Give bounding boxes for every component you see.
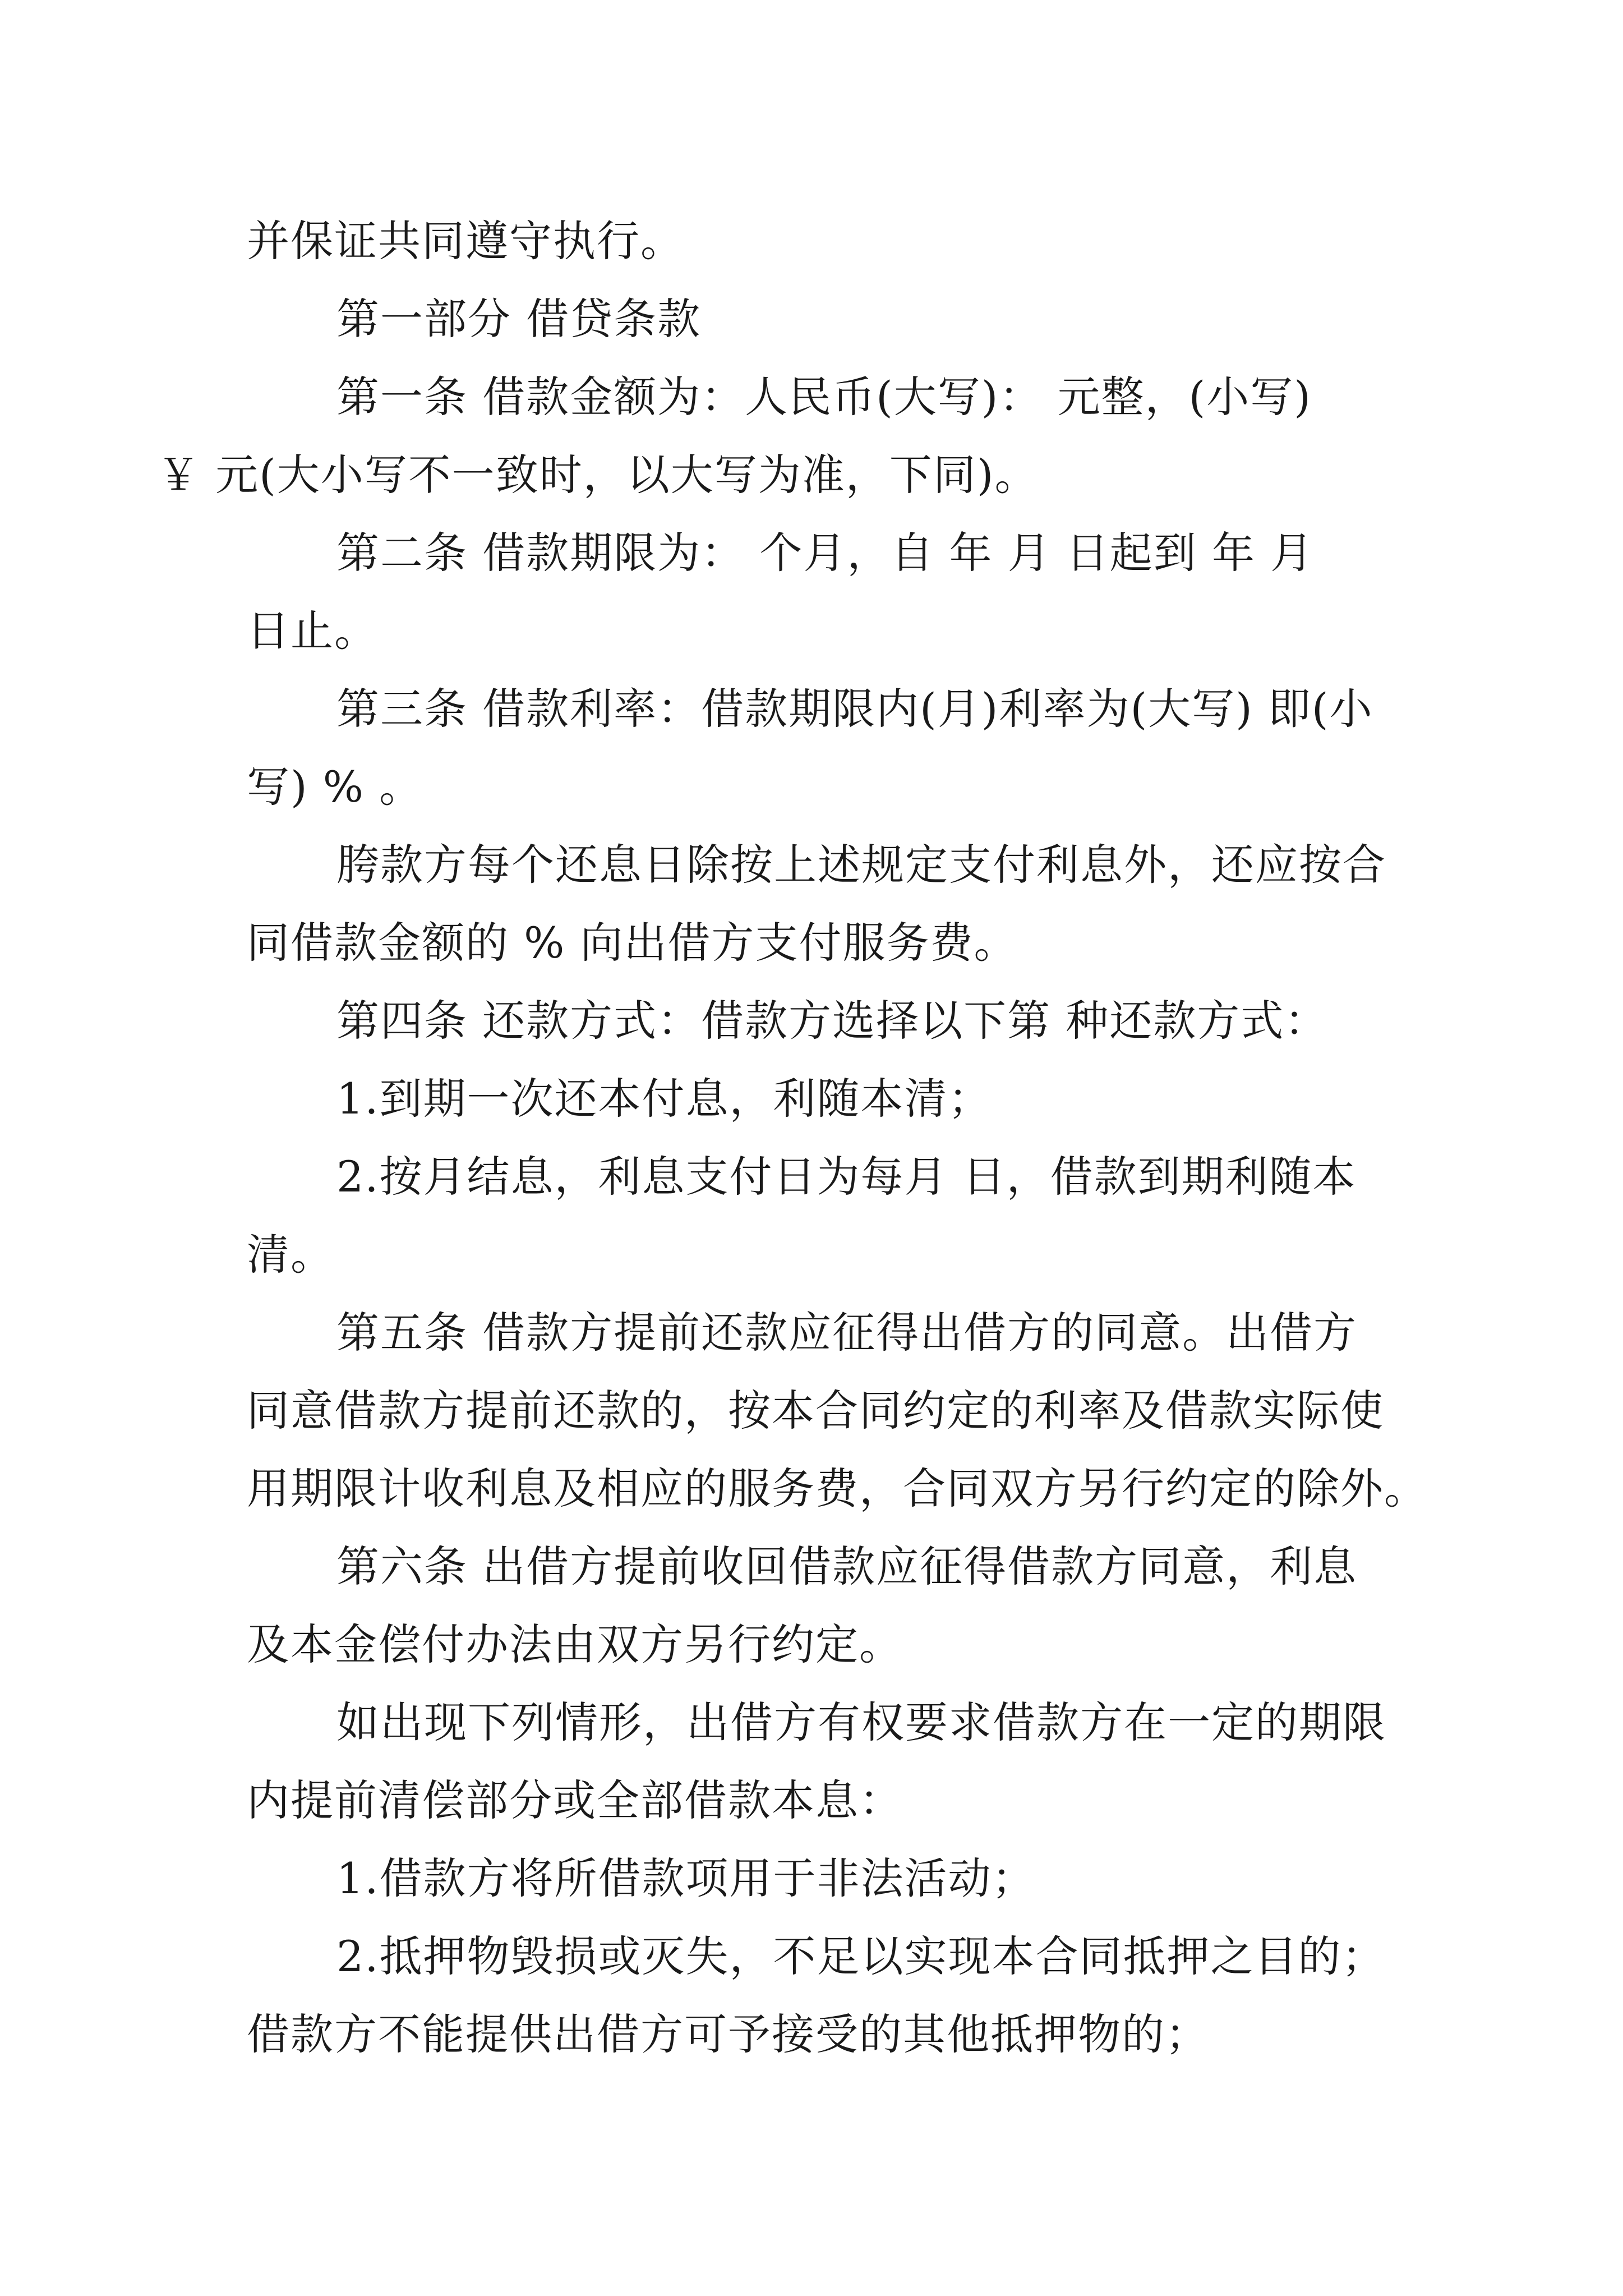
article-2-loan-term	[247, 514, 1391, 670]
text-line: 并保证共同遵守执行。	[247, 216, 684, 266]
text-line: 同借款金额的 % 向出借方支付服务费。	[247, 918, 1018, 968]
text-line: 借款方不能提供出借方可予接受的其他抵押物的；	[247, 2009, 1209, 2059]
text-line: 第五条 借款方提前还款应征得出借方的同意。出借方	[336, 1308, 1358, 1358]
document-body	[157, 202, 1428, 2073]
condition-2	[247, 1917, 1391, 2073]
text-line: 写) % 。	[247, 762, 423, 812]
text-line: 及本金偿付办法由双方另行约定。	[247, 1619, 903, 1669]
condition-1	[247, 1839, 1391, 1917]
paragraph-1	[247, 202, 1391, 280]
repayment-option-2	[247, 1138, 1391, 1294]
text-line: 清。	[247, 1230, 334, 1280]
section-heading-part-one	[247, 280, 1391, 358]
article-6-early-recall	[247, 1527, 1391, 1683]
text-line: 内提前清偿部分或全部借款本息：	[247, 1775, 903, 1825]
text-line: 如出现下列情形，出借方有权要求借款方在一定的期限	[336, 1697, 1386, 1747]
article-1-loan-amount	[157, 358, 1391, 514]
text-line: 日止。	[247, 606, 378, 656]
text-line: 用期限计收利息及相应的服务费，合同双方另行约定的除外。	[247, 1464, 1428, 1513]
text-line: 第二条 借款期限为： 个月，自 年 月 日起到 年 月	[336, 528, 1315, 578]
text-line: 1.到期一次还本付息，利随本清；	[336, 1074, 992, 1124]
text-line: 第四条 还款方式：借款方选择以下第 种还款方式：	[336, 996, 1329, 1046]
service-fee-paragraph	[247, 826, 1391, 982]
text-line: 第三条 借款利率：借款期限内(月)利率为(大写) 即(小	[336, 684, 1373, 734]
text-line: 1.借款方将所借款项用于非法活动；	[336, 1853, 1036, 1903]
repayment-option-1	[247, 1060, 1391, 1138]
text-line: 2.按月结息，利息支付日为每月 日，借款到期利随本	[336, 1152, 1357, 1202]
article-4-repayment-method	[247, 982, 1391, 1060]
text-line: 同意借款方提前还款的，按本合同约定的利率及借款实际使	[247, 1386, 1384, 1435]
text-line: 2.抵押物毁损或灭失，不足以实现本合同抵押之目的；	[336, 1931, 1386, 1981]
early-settlement-conditions	[247, 1683, 1391, 1839]
text-line: 第一条 借款金额为：人民币(大写)： 元整，(小写)	[336, 372, 1312, 422]
text-line: ￥ 元(大小写不一致时，以大写为准，下同)。	[157, 450, 1039, 500]
text-line: 第一部分 借贷条款	[336, 294, 702, 344]
text-line: 第六条 出借方提前收回借款应征得借款方同意，利息	[336, 1542, 1358, 1591]
article-5-early-repayment	[247, 1294, 1428, 1527]
text-line: 胯款方每个还息日除按上述规定支付利息外，还应按合	[336, 840, 1386, 890]
article-3-interest-rate	[247, 670, 1391, 826]
